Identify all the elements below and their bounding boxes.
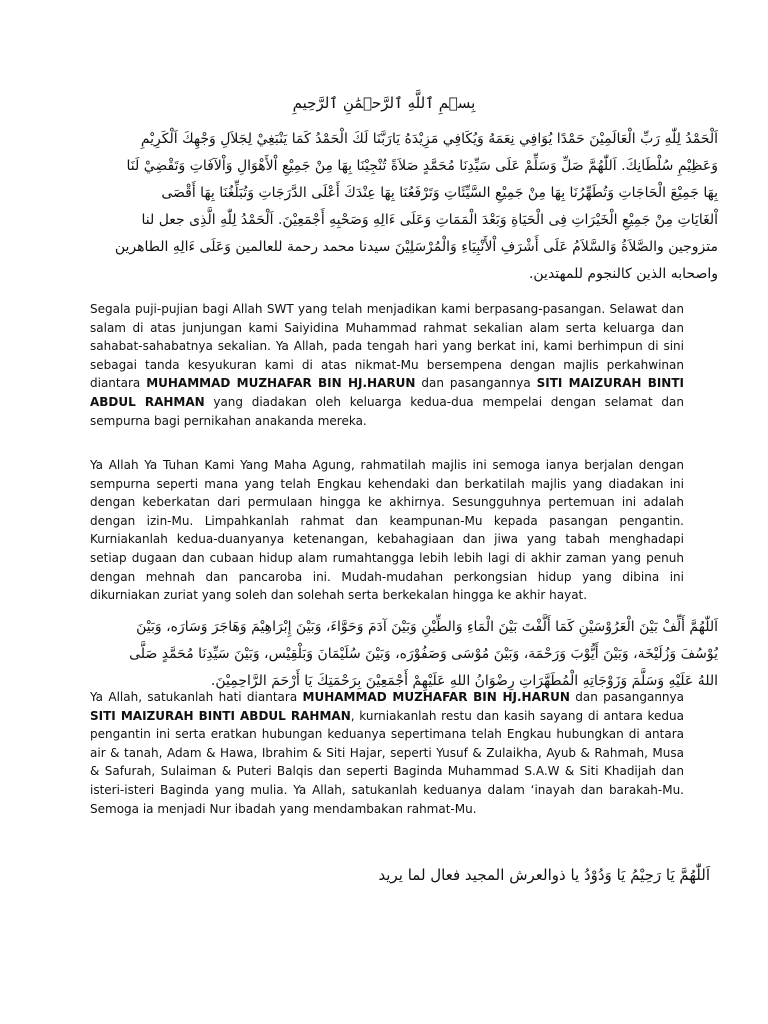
groom-name: MUHAMMAD MUZHAFAR BIN HJ.HARUN — [302, 690, 570, 704]
bride-name: SITI MAIZURAH BINTI ABDUL RAHMAN — [90, 376, 684, 409]
union-prayer — [56, 614, 718, 695]
bismillah-heading: بِسۡمِ ٱللَّهِ ٱلرَّحۡمَٰنِ ٱلرَّحِيمِ — [292, 94, 476, 112]
bride-name: SITI MAIZURAH BINTI ABDUL RAHMAN — [90, 708, 351, 723]
blessing-paragraph: Ya Allah Ya Tuhan Kami Yang Maha Agung, rahmatilah majlis ini semoga ianya berjalan dengan sempurna seperti mana yang telah Engkau kehendaki dan berkatilah majlis yang diadakan ini dengan keberkatan dari permulaan hingga ke akhirnya. Sesungguhnya pertemuan ini adalah dengan izin-Mu. Limpahkanlah rahmat dan keampunan-Mu kepada pasangan pengantin. Kurniakanlah kedua-duanyanya ketenangan, kebahagiaan dan jiwa yang tabah menghadapi setiap dugaan dan cubaan hidup alam rumahtangga lebih lebih lagi di akhir zaman yang penuh dengan mehnah dan pancaroba ini. Mudah-mudahan perkongsian hidup yang dibina ini dikurniakan zuriat yang soleh dan solehah serta berkekalan hingga ke akhir hayat. — [90, 458, 684, 603]
opening-dua — [56, 126, 718, 288]
union-prayer-line: يُوْسُفَ وَزُلَيْخَة، وَبَيْنَ أَيُّوْبَ وَرَحْمَة، وَبَيْنَ مُوْسَى وَصَفُوْرَه، وَبَيْنَ سُلَيْمَانَ وَبَلْقِيْس، وَبَيْنَ سَيِّدِنَا مُحَمَّدٍ صَلَّى — [129, 646, 718, 662]
opening-dua-line: اَلْحَمْدُ لِلّٰهِ رَبِّ الْعَالَمِيْنَ حَمْدًا يُوَافِي نِعَمَهُ وَيُكَافِي مَزِيْدَهُ يَارَبَّنَا لَكَ الْحَمْدُ كَمَا يَنْبَغِيْ لِجَلاَلِ وَجْهِكَ اَلْكَرِيْمِ — [140, 131, 718, 147]
union-prayer-line: اللهُ عَلَيْهِ وَسَلَّمَ وَزَوْجَاتِهِ الْمُطَهَّرَاتِ رِضْوَانُ اللهِ عَلَيْهِمْ أَجْمَعِيْنَ بِرَحْمَتِكَ يَا أَرْحَمَ الرَّاحِمِيْنَ. — [210, 673, 718, 689]
groom-name: MUHAMMAD MUZHAFAR BIN HJ.HARUN — [146, 376, 416, 391]
paragraph-text: Ya Allah, satukanlah hati diantara — [90, 690, 303, 704]
paragraph-text: Segala puji-pujian bagi Allah SWT yang telah menjadikan kami berpasang-pasangan. Selawat dan salam di atas junjungan kami Saiyidina Muhammad rahmat sekalian alam serta keluarga dan sahabat-sahabatnya sekalian. Ya Allah, pada tengah hari yang berkat ini, kami berhimpun di sini sebagai tanda kesyukuran kami di atas nikmat-Mu bersempena dengan majlis perkahwinan diantara — [90, 302, 684, 391]
paragraph-text: dan pasangannya — [415, 376, 537, 391]
praise-paragraph — [90, 300, 684, 430]
opening-dua-line: متزوجين والصَّلاَةُ وَالسَّلاَمُ عَلَى أَشْرَفِ اْلأَنْبِيَاءِ وَالْمُرْسَلِيْنَ سيدنا محمد رحمة للعالمين وَعَلَى ءَالِهِ الطاهرين — [114, 239, 718, 255]
opening-dua-line: بِهَا جَمِيْعَ الْحَاجَاتِ وَتُطَهِّرُنَا بِهَا مِنْ جَمِيْعِ السَّيِّئَاتِ وَتَرْفَعُنَا بِهَا عِنْدَكَ أَعْلَى الدَّرَجَاتِ وَتُبَلِّغُنَا بِهَا أَقْصَى — [161, 185, 718, 201]
union-paragraph — [90, 688, 684, 818]
paragraph-text: yang diadakan oleh keluarga kedua-dua mempelai dengan selamat dan sempurna bagi pernikahan anakanda mereka. — [90, 394, 684, 428]
closing-dua: اَللّٰهُمَّ يَا رَحِيْمُ يَا وَدُوْدُ يا ذوالعرش المجيد فعال لما يريد — [378, 866, 710, 884]
opening-dua-line: اْلغَايَاتِ مِنْ جَمِيْعِ الْخَيْرَاتِ فِى الْحَيَاةِ وَبَعْدَ الْمَمَاتِ وَعَلَى ءَالِهِ وَصَحْبِهِ أَجْمَعِيْنَ. اَلْحَمْدُ لِلّٰهِ الَّذِى جعل لنا — [141, 212, 718, 228]
opening-dua-line: واصحابه الذين كالنجوم للمهتدين. — [528, 266, 718, 282]
paragraph-text: , kurniakanlah restu dan kasih sayang di antara kedua pengantin ini serta eratkan hubungan keduanya sepertimana telah Engkau hubungkan di antara air & tanah, Adam & Hawa, Ibrahim & Siti Hajar, seperti Yusuf & Zulaikha, Ayub & Rahmah, Musa & Safurah, Sulaiman & Puteri Balqis dan seperti Baginda Muhammad S.A.W & Siti Khadijah dan isteri-isteri Baginda yang mulia. Ya Allah, satukanlah keduanya dalam ‘inayah dan barakah-Mu. Semoga ia menjadi Nur ibadah yang mendambakan rahmat-Mu. — [90, 708, 684, 816]
opening-dua-line: وَعَظِيْمِ سُلْطَانِكَ. اَللّٰهُمَّ صَلِّ وَسَلِّمْ عَلَى سَيِّدِنَا مُحَمَّدٍ صَلاَةً تُنْجِيْنَا بِهَا مِنْ جَمِيْعِ اْلأَهْوَالِ وَاْلآفَاتِ وَتَقْضِيْ لَنَا — [126, 158, 718, 174]
paragraph-text: dan pasangannya — [569, 690, 684, 704]
union-prayer-line: اَللّٰهُمَّ أَلِّفْ بَيْنَ الْعَرُوْسَيْنِ كَمَا أَلَّفْتَ بَيْنَ الْمَاءِ وَالطِّيْنِ وَبَيْنَ آدَمَ وَحَوَّاءَ، وَبَيْنَ إِبْرَاهِيْمَ وَهَاجَرَ وَسَارَه، وَبَيْنَ — [136, 619, 718, 635]
